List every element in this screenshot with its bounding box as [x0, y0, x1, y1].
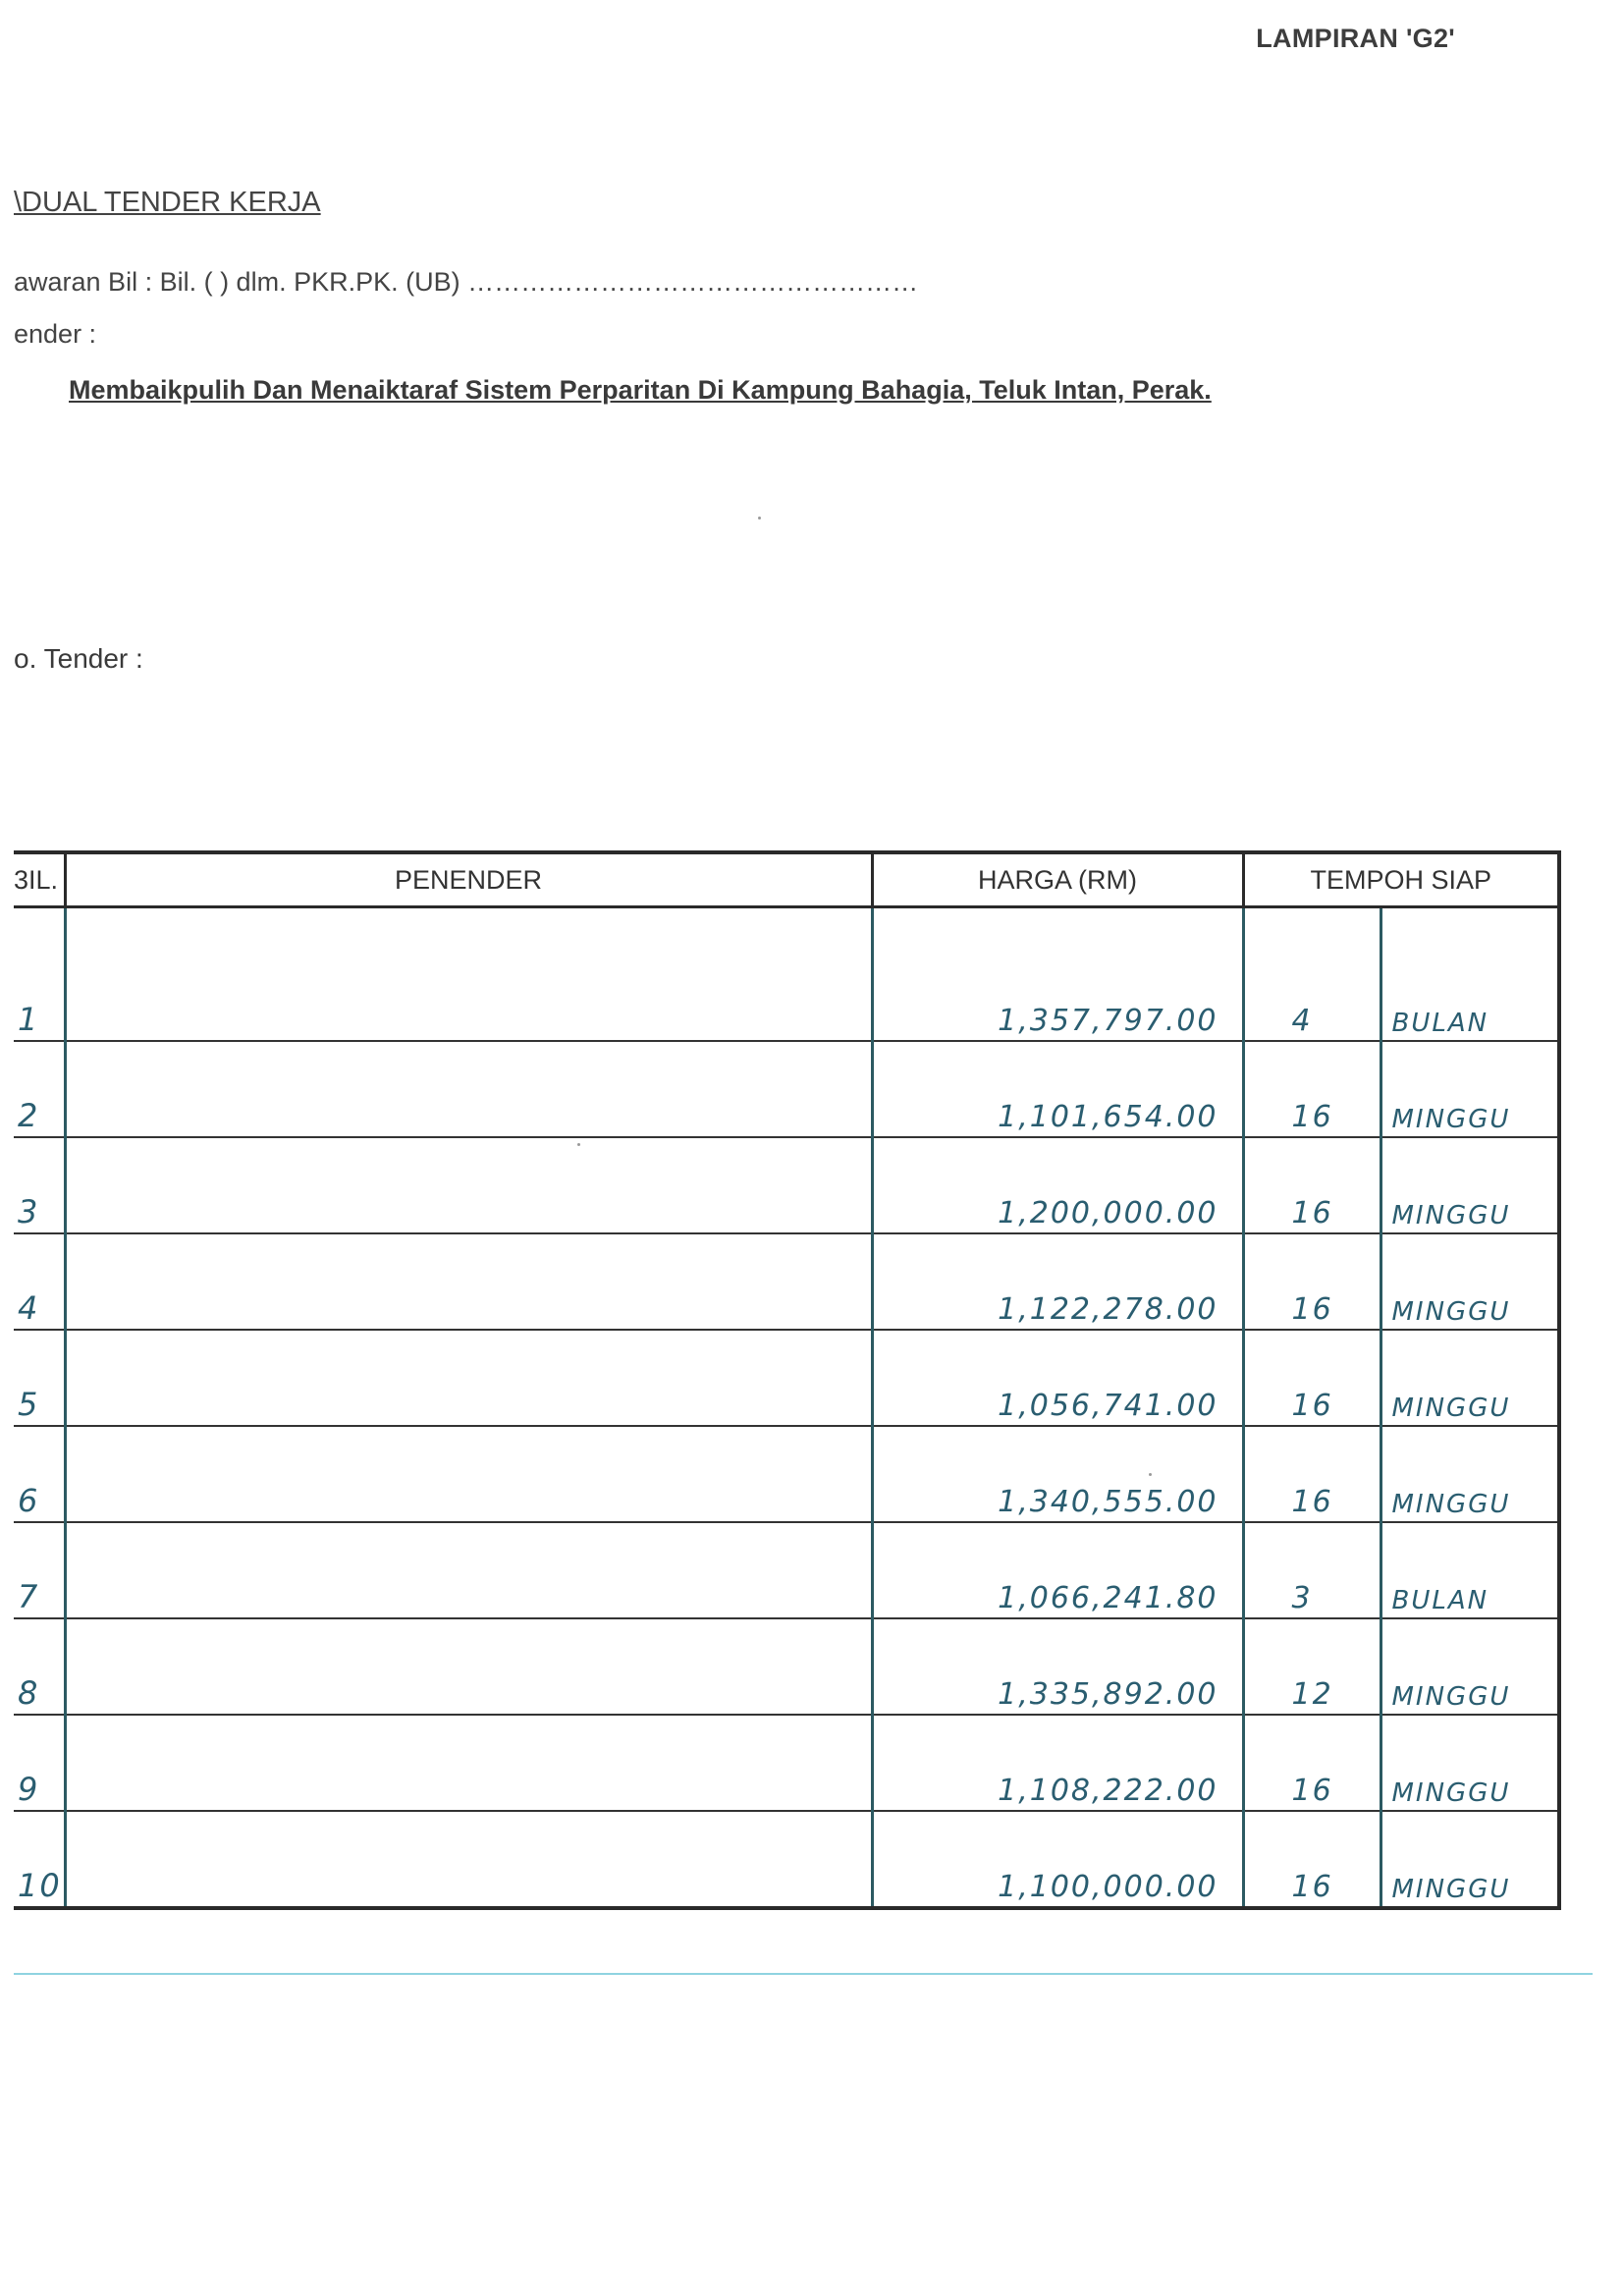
row-harga-cell [872, 1233, 1243, 1330]
row-harga: 1,357,797.00 [998, 1004, 1218, 1038]
row-tempoh-cell [1243, 1330, 1380, 1426]
row-harga: 1,340,555.00 [998, 1485, 1218, 1519]
row-tempoh-unit-cell [1380, 1522, 1559, 1618]
row-bil: 10 [18, 1867, 62, 1904]
row-harga: 1,108,222.00 [998, 1774, 1218, 1808]
row-tempoh-unit-cell [1380, 1330, 1559, 1426]
row-penender-cell [65, 1811, 872, 1908]
row-tempoh-unit-cell [1380, 1426, 1559, 1522]
row-harga-cell [872, 1811, 1243, 1908]
row-penender-cell [65, 1715, 872, 1811]
row-harga-cell [872, 1041, 1243, 1137]
row-penender-cell [65, 1618, 872, 1715]
row-tempoh-unit-cell [1380, 1137, 1559, 1233]
row-bil-cell [14, 1426, 65, 1522]
row-harga: 1,200,000.00 [998, 1196, 1218, 1230]
row-bil-cell [14, 1041, 65, 1137]
row-harga-cell [872, 1715, 1243, 1811]
row-tempoh-unit: MINGGU [1391, 1105, 1511, 1134]
row-penender-cell [65, 1522, 872, 1618]
row-harga-cell [872, 1426, 1243, 1522]
row-tempoh-cell [1243, 1041, 1380, 1137]
row-tempoh-unit-cell [1380, 946, 1559, 1041]
divider-line [14, 1973, 1593, 1975]
row-bil-cell [14, 1715, 65, 1811]
row-bil: 4 [18, 1289, 40, 1327]
row-tempoh-cell [1243, 1715, 1380, 1811]
row-harga: 1,335,892.00 [998, 1677, 1218, 1712]
row-tempoh-cell [1243, 1233, 1380, 1330]
header-tempoh: TEMPOH SIAP [1243, 852, 1559, 907]
row-tempoh-unit: MINGGU [1391, 1875, 1511, 1904]
row-harga: 1,056,741.00 [998, 1389, 1218, 1423]
row-tempoh-unit: MINGGU [1391, 1201, 1511, 1230]
table-header-row [14, 852, 1559, 907]
row-tempoh: 16 [1291, 1870, 1333, 1904]
row-tempoh-unit-cell [1380, 1715, 1559, 1811]
row-harga-cell [872, 1330, 1243, 1426]
row-tempoh-unit-cell [1380, 1618, 1559, 1715]
row-tempoh: 16 [1291, 1774, 1333, 1808]
row-tempoh-unit: MINGGU [1391, 1394, 1511, 1423]
row-bil: 3 [18, 1193, 40, 1230]
no-tender-label: o. Tender : [14, 643, 143, 674]
row-harga-cell [872, 1137, 1243, 1233]
row-bil-cell [14, 946, 65, 1041]
row-tempoh-unit-cell [1380, 1233, 1559, 1330]
row-tempoh: 16 [1291, 1389, 1333, 1423]
row-penender-cell [65, 1426, 872, 1522]
row-bil-cell [14, 1330, 65, 1426]
table-row [14, 1233, 1559, 1330]
row-tempoh: 12 [1291, 1677, 1333, 1712]
row-harga: 1,066,241.80 [998, 1581, 1218, 1615]
row-bil: 9 [18, 1771, 40, 1808]
scan-speck [758, 517, 761, 519]
row-bil-cell [14, 1811, 65, 1908]
row-bil: 1 [18, 1001, 40, 1038]
row-tempoh-unit: MINGGU [1391, 1778, 1511, 1808]
row-tempoh-cell [1243, 946, 1380, 1041]
table-row [14, 1137, 1559, 1233]
table-row [14, 1715, 1559, 1811]
row-penender-cell [65, 1330, 872, 1426]
row-tempoh-unit: BULAN [1391, 1009, 1489, 1038]
row-penender-cell [65, 946, 872, 1041]
row-tempoh: 3 [1291, 1581, 1313, 1615]
table-row [14, 1041, 1559, 1137]
row-bil-cell [14, 1618, 65, 1715]
row-penender-cell [65, 1137, 872, 1233]
tawaran-line: awaran Bil : Bil. ( ) dlm. PKR.PK. (UB) …………………………………………… [14, 267, 919, 297]
tender-table [14, 850, 1561, 1910]
header-bil: 3IL. [14, 852, 65, 907]
page-heading: \DUAL TENDER KERJA [14, 187, 321, 218]
tender-label: ender : [14, 319, 97, 349]
row-tempoh-cell [1243, 1522, 1380, 1618]
row-tempoh: 4 [1291, 1004, 1313, 1038]
row-harga: 1,122,278.00 [998, 1292, 1218, 1327]
row-tempoh-cell [1243, 1811, 1380, 1908]
row-tempoh-unit: BULAN [1391, 1586, 1489, 1615]
row-tempoh-unit: MINGGU [1391, 1682, 1511, 1712]
appendix-label: LAMPIRAN 'G2' [1256, 24, 1455, 53]
table-spacer-row [14, 907, 1559, 947]
row-harga-cell [872, 1618, 1243, 1715]
header-harga: HARGA (RM) [872, 852, 1243, 907]
header-penender: PENENDER [65, 852, 872, 907]
row-tempoh: 16 [1291, 1292, 1333, 1327]
row-tempoh-unit-cell [1380, 1811, 1559, 1908]
row-tempoh-cell [1243, 1618, 1380, 1715]
table-row [14, 946, 1559, 1041]
row-bil: 6 [18, 1482, 40, 1519]
row-harga-cell [872, 1522, 1243, 1618]
row-tempoh-unit: MINGGU [1391, 1297, 1511, 1327]
row-tempoh-cell [1243, 1137, 1380, 1233]
row-tempoh-unit-cell [1380, 1041, 1559, 1137]
row-bil-cell [14, 1137, 65, 1233]
row-bil-cell [14, 1233, 65, 1330]
table-row [14, 1426, 1559, 1522]
row-bil: 2 [18, 1097, 40, 1134]
row-tempoh-cell [1243, 1426, 1380, 1522]
row-bil: 7 [18, 1578, 40, 1615]
tender-title: Membaikpulih Dan Menaiktaraf Sistem Perparitan Di Kampung Bahagia, Teluk Intan, Perak. [69, 375, 1212, 405]
row-tempoh-unit: MINGGU [1391, 1490, 1511, 1519]
table-row [14, 1618, 1559, 1715]
row-bil: 5 [18, 1386, 40, 1423]
row-tempoh: 16 [1291, 1196, 1333, 1230]
table-row [14, 1330, 1559, 1426]
table-row [14, 1811, 1559, 1908]
row-tempoh: 16 [1291, 1100, 1333, 1134]
row-penender-cell [65, 1233, 872, 1330]
row-harga: 1,100,000.00 [998, 1870, 1218, 1904]
table-row [14, 1522, 1559, 1618]
row-bil-cell [14, 1522, 65, 1618]
row-penender-cell [65, 1041, 872, 1137]
row-harga: 1,101,654.00 [998, 1100, 1218, 1134]
row-harga-cell [872, 946, 1243, 1041]
row-tempoh: 16 [1291, 1485, 1333, 1519]
row-bil: 8 [18, 1674, 40, 1712]
